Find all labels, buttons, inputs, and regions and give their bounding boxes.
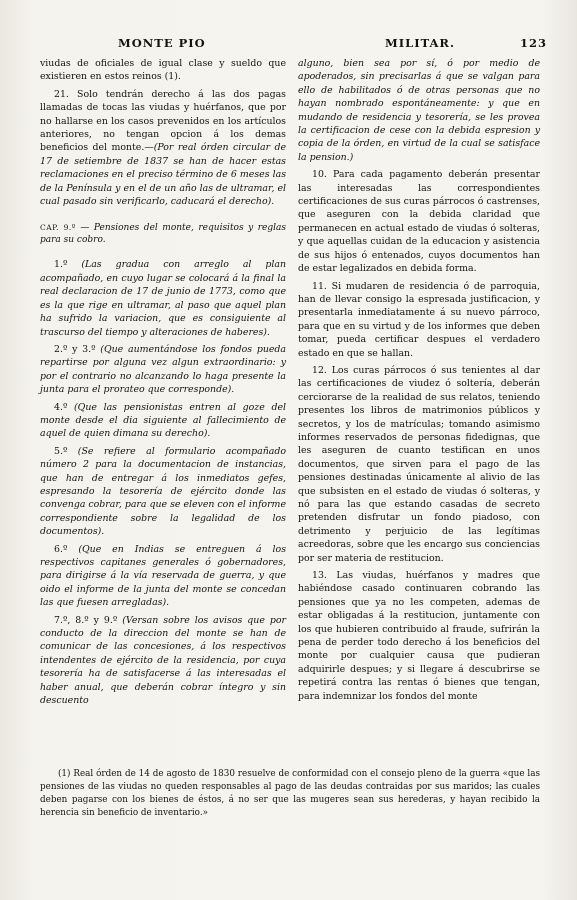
paragraph-italic-note: (Se refiere al formulario acompañado número 2 para la documentacion de instancias, que han de entregar á los inmediatos gefes, espresando la tesorería de ejército donde las convenga cobrar, para que se eleven con el informe correspondiente sobre la legalidad de los documentos). — [40, 445, 286, 538]
paragraph-article-21 — [40, 88, 286, 209]
paragraph-article-6 — [40, 543, 286, 610]
paragraph-article-11: 11. Si mudaren de residencia ó de parroquia, han de llevar consigo la espresada justificacion, y presentarla inmediatamente á su nuevo párroco, para que en su virtud y de los informes que deben tomar, pueda certificar despues el verdadero estado en que se hallan. — [298, 280, 540, 359]
article-number: 4.º — [54, 401, 68, 413]
paragraph-italic-note: (Por real órden circular de 17 de setiembre de 1837 se han de hacer estas reclamaciones en el preciso término de 6 meses las de la Península y en el de un año las de ultramar, el cual pasado sin verificarlo, caducará el derecho). — [40, 142, 286, 208]
chapter-heading — [40, 222, 286, 246]
article-number: 1.º — [54, 259, 68, 271]
paragraph-article-10: 10. Para cada pagamento deberán presentar las interesadas las correspondientes certificaciones de sus curas párrocos ó castrenses, que aseguren con la debida claridad que permanecen en actual estado de viudas ó solteras, y que aquellas cuidan de la educacion y asistencia de sus hijos ó entenados, cuyos documentos han de estar legalizados en debida forma. — [298, 169, 540, 275]
paragraph-article-1 — [40, 258, 286, 338]
paragraph-article-4 — [40, 401, 286, 441]
running-head-right: MILITAR. — [385, 36, 455, 50]
article-number: 5.º — [54, 445, 68, 457]
paragraph-article-13: 13. Las viudas, huérfanos y madres que habiéndose casado continuaren cobrando las pensiones que ya no les competen, ademas de estar obligadas á la restitucion, juntamente con los que hubieren contribuido al fraude, sufrirán la pena de perder todo derecho á los beneficios del monte por cualquier causa que pudieran adquirirle despues; y si llegare á descubrirse se repetirá contra las rentas ó bienes que tengan, para indemnizar los fondos del monte — [298, 570, 540, 702]
paragraph-continuation: alguno, bien sea por sí, ó por medio de apoderados, sin precisarlas á que se valgan para ello de habilitados ó de otras personas que no hayan nombrado espontáneamente: y que en mudando de residencia y tesorería, se les provea la certificacion de cese con la debida espresion y copia de la órden, en virtud de la cual se satisface la pension.) — [298, 58, 540, 163]
running-head-left: MONTE PIO — [118, 36, 206, 50]
page-number: 123 — [519, 36, 547, 50]
paragraph-italic-note: (Que en Indias se entreguen á los respectivos capitanes generales ó gobernadores, para dirigirse á la vía reservada de guerra, y que oido el informe de la junta del monte se concedan las que fuesen arregladas). — [40, 543, 287, 609]
paragraph-italic-note: (Que aumentándose los fondos pueda repartirse por alguna vez algun extraordinario: y por el contrario no alcanzando lo haga presente la junta para el prorateo que corresponde). — [40, 343, 287, 396]
left-column — [40, 57, 286, 711]
article-number: 2.º y 3.º — [54, 343, 96, 355]
paragraph-italic-note: (Versan sobre los avisos que por conducto de la direccion del monte se han de comunicar de las concesiones, á los respectivos intendentes de ejército de la residencia, por cuya tesorería ha de satisfacerse á las interesadas el haber anual, que deberán cobrar íntegro y sin descuento — [40, 614, 286, 707]
paragraph-text: 21. Solo tendrán derecho á las dos pagas llamadas de tocas las viudas y huérfanos, que por no hallarse en los casos prevenidos en los artículos anteriores, no tengan opcion á los demas beneficios del monte.— — [40, 88, 286, 154]
paragraph-article-12: 12. Los curas párrocos ó sus tenientes al dar las certificaciones de viudez ó soltería, deberán cerciorarse de la realidad de sus relatos, teniendo presentes los libros de matrimonios públicos y secretos, y los de matrículas; tomando asimismo informes reservados de personas fidedignas, que les aseguren de cuanto testifican en unos documentos, que sirven para el pago de las pensiones destinadas únicamente al alivio de las que subsisten en el estado de viudas ó solteras, y nó para las que estando casadas de secreto pretenden disfrutar un fondo piadoso, con detrimento y perjuicio de las legítimas acreedoras, sobre que les encargo sus conciencias por ser materia de restitucion. — [298, 364, 540, 564]
running-head — [40, 36, 547, 52]
paragraph-italic-note: (Las gradua con arreglo al plan acompañado, en cuyo lugar se colocará á la final la real declaracion de 17 de junio de 1773, como que es la que rige en ultramar, al paso que aquel plan ha sufrido la variacion, que es consiguiente al trascurso del tiempo y alteraciones de haberes). — [40, 259, 286, 338]
paragraph-italic-note: (Que las pensionistas entren al goze del monte desde el dia siguiente al fallecimiento de aquel de quien dimana su derecho). — [40, 401, 286, 440]
article-number: 7.º, 8.º y 9.º — [54, 614, 118, 626]
paragraph-article-5 — [40, 445, 286, 539]
chapter-title: — Pensiones del monte, requisitos y reglas para su cobro. — [40, 223, 286, 246]
paragraph-article-2-3 — [40, 343, 286, 397]
chapter-label: CAP. 9.º — [40, 223, 76, 233]
footnote — [40, 768, 540, 820]
right-column — [298, 57, 540, 707]
footnote-text: (1) Real órden de 14 de agosto de 1830 resuelve de conformidad con el consejo pleno de la guerra «que las pensiones de las viudas no queden responsables al pago de las deudas contraidas por sus maridos; las cuales deben pagarse con los bienes de éstos, á no ser que las mugeres sean sus herederas, y hayan recibido la herencia sin beneficio de inventario.» — [40, 769, 540, 818]
paragraph-article-7-9 — [40, 614, 286, 708]
paragraph: viudas de oficiales de igual clase y sueldo que existieren en estos reinos (1). — [40, 58, 286, 83]
article-number: 6.º — [54, 543, 68, 555]
